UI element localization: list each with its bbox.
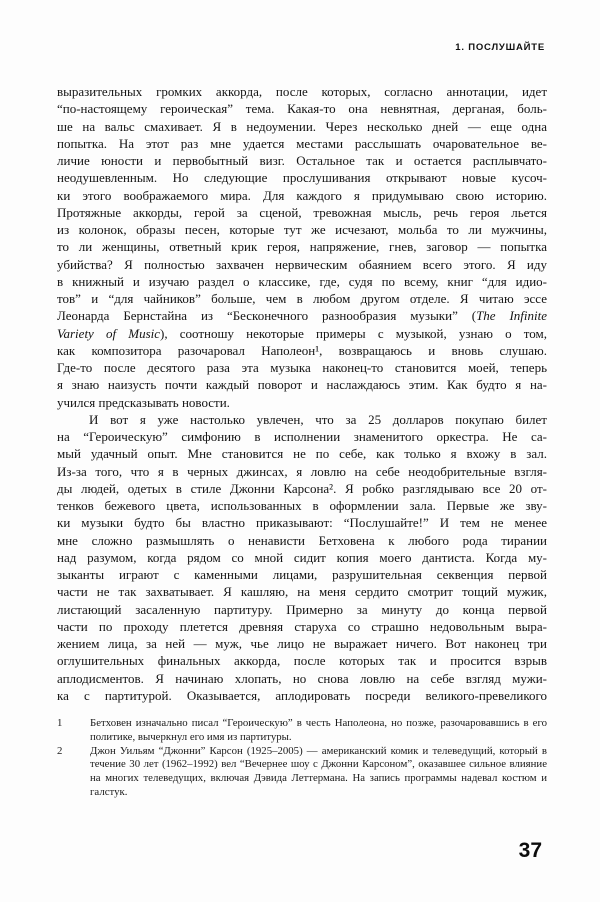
text-segment: И вот я уже настолько увлечен, что за 25 долларов покупаю билет	[89, 411, 547, 427]
text-segment: личие юности и первобытный визг. Остальное так и остается расплывчато-	[57, 153, 547, 168]
body-line	[57, 497, 547, 514]
body-line	[57, 83, 547, 100]
body-line	[57, 463, 547, 480]
text-segment: выразительных громких аккорда, после которых, согласно аннотации, идет	[57, 84, 547, 99]
text-segment: убийства? Я полностью захвачен нервическим обаянием всего этого. Я иду	[57, 256, 547, 272]
text-segment: как композитора разочаровал Наполеон¹, возвращаюсь и вновь слушаю.	[57, 342, 547, 358]
body-line	[57, 601, 547, 618]
body-line	[57, 100, 547, 117]
text-segment: ды людей, одетых в стиле Джонни Карсона². Я робко разглядываю все 20 от-	[57, 480, 547, 496]
body-line	[57, 290, 547, 307]
text-segment: учился предсказывать новости.	[57, 394, 230, 410]
body-line	[57, 238, 547, 255]
body-line	[57, 445, 547, 462]
footnote-marker: 2	[57, 744, 63, 757]
body-line	[57, 583, 547, 600]
text-segment: Из-за того, что я в черных джинсах, я ловлю на себе неодобрительные взгля-	[57, 463, 547, 479]
text-segment: аплодисментов. Я начинаю хлопать, но снова ловлю на себе взгляд мужи-	[57, 670, 547, 686]
text-segment: на “Героическую” симфонию в исполнении знаменитого оркестра. Не са-	[57, 429, 547, 444]
body-line	[57, 359, 547, 376]
body-line	[57, 549, 547, 566]
page-number: 37	[518, 839, 542, 862]
text-segment: листающий засаленную партитуру. Примерно за минуту до конца первой	[57, 601, 547, 617]
footnote	[57, 717, 547, 745]
footnote-marker: 1	[57, 717, 63, 729]
text-segment: Леонарда Бернстайна из “Бесконечного разнообразия музыки” (	[57, 308, 477, 324]
body-text	[57, 83, 547, 704]
text-segment: попытка. На этот раз мне удается местами расслышать очаровательное ве-	[57, 135, 547, 151]
body-line	[57, 169, 547, 186]
body-line	[57, 307, 547, 324]
body-line	[57, 221, 547, 238]
running-head: 1. ПОСЛУШАЙТЕ	[455, 42, 545, 53]
body-line	[57, 687, 547, 704]
body-line	[57, 152, 547, 169]
text-segment: оглушительных финальных аккорда, после которых так и просится взрыв	[57, 653, 547, 669]
body-line	[57, 428, 547, 445]
body-line	[57, 652, 547, 669]
italic-text: The Infinite	[476, 308, 548, 324]
body-line	[57, 256, 547, 273]
text-segment: я знаю наизусть почти каждый поворот и наслаждаюсь этим. Как будто я на-	[57, 377, 547, 393]
text-segment: части не так захватывает. Я кашляю, на меня сердито смотрит тощий мужик,	[57, 584, 547, 600]
body-line	[57, 204, 547, 221]
footnote	[57, 745, 547, 800]
body-line	[57, 635, 547, 652]
text-block	[57, 83, 547, 800]
text-segment: тов” и “для чайников” больше, чем в любом другом отделе. Я читаю эссе	[57, 291, 547, 306]
text-segment: из колонок, образы песен, которые тут же исчезают, мольба то ли мужчины,	[57, 222, 547, 237]
text-segment: то ли женщины, ответный крик героя, напряжение, гнев, заговор — попытка	[57, 239, 547, 255]
italic-text: Variety of Music	[57, 325, 161, 341]
footnote-text: Бетховен изначально писал “Героическую” в честь Наполеона, но позже, разочаровавшись в его политике, вычеркнул его имя из партитуры.	[90, 717, 547, 743]
text-segment: тенков бежевого цвета, использованных в оформлении зала. Первые же зву-	[57, 498, 547, 513]
text-segment: Где-то после десятого раза эта музыка наконец-то становится моей, теперь	[57, 360, 547, 375]
text-segment: части по проходу плетется древняя старуха со страшно недовольным выра-	[57, 618, 547, 634]
text-segment: над разумом, когда рядом со мной сидит копия моего дантиста. Когда му-	[57, 549, 547, 565]
body-line	[57, 618, 547, 635]
body-line	[57, 325, 547, 342]
text-segment: ки этого воображаемого мира. Для каждого я придумываю свою историю.	[57, 187, 547, 203]
text-segment: “по-настоящему героическая” тема. Какая-то она невнятная, дерганая, боль-	[57, 101, 547, 117]
text-segment: в книжный и изучаю раздел о классике, где, судя по всему, книг “для идио-	[57, 273, 547, 289]
text-segment: ше на вальс смахивает. Я в недоумении. Через несколько дней — еще одна	[57, 118, 547, 134]
text-segment: зыканты играют с каменными лицами, разрушительная секвенция первой	[57, 567, 547, 582]
body-line	[57, 670, 547, 687]
footnotes	[57, 717, 547, 800]
text-segment: неодушевленным. Но следующие прослушивания открывают новые кусоч-	[57, 170, 547, 186]
footnote-text: Джон Уильям “Джонни” Карсон (1925–2005) — американский комик и телеведущий, который в течение 30 лет (1962–1992) вел “Вечернее шоу с Джонни Карсоном”, оказавшее сильное влияние на многих телеведущих, включая Дэвида Леттермана. На запись программы надевал костюм и галстук.	[90, 744, 547, 798]
body-line	[57, 376, 547, 393]
body-line	[57, 514, 547, 531]
body-line	[57, 394, 547, 411]
text-segment: мне сложно размышлять о ненависти Бетховена к любого рода тирании	[57, 532, 547, 548]
body-line	[57, 273, 547, 290]
text-segment: Протяжные аккорды, герой за сценой, тревожная мысль, речь героя льется	[57, 204, 547, 220]
text-segment: ки музыки будто бы властно приказывают: “Послушайте!” И тем не менее	[57, 515, 547, 531]
body-line	[57, 532, 547, 549]
body-line	[57, 118, 547, 135]
text-segment: мый удачный опыт. Мне становится не по себе, как только я вхожу в зал.	[57, 446, 547, 462]
text-segment: жением лица, за ней — муж, чье лицо не выражает ничего. Вот наконец три	[57, 636, 547, 651]
body-line	[57, 187, 547, 204]
body-line	[57, 480, 547, 497]
body-line	[57, 342, 547, 359]
body-line	[57, 135, 547, 152]
text-segment: ), соотношу некоторые примеры с музыкой, узнаю о том,	[160, 325, 547, 341]
text-segment: ка с партитурой. Оказывается, аплодировать посреди великого-превеликого	[57, 687, 547, 703]
body-line	[57, 566, 547, 583]
body-line	[57, 411, 547, 428]
